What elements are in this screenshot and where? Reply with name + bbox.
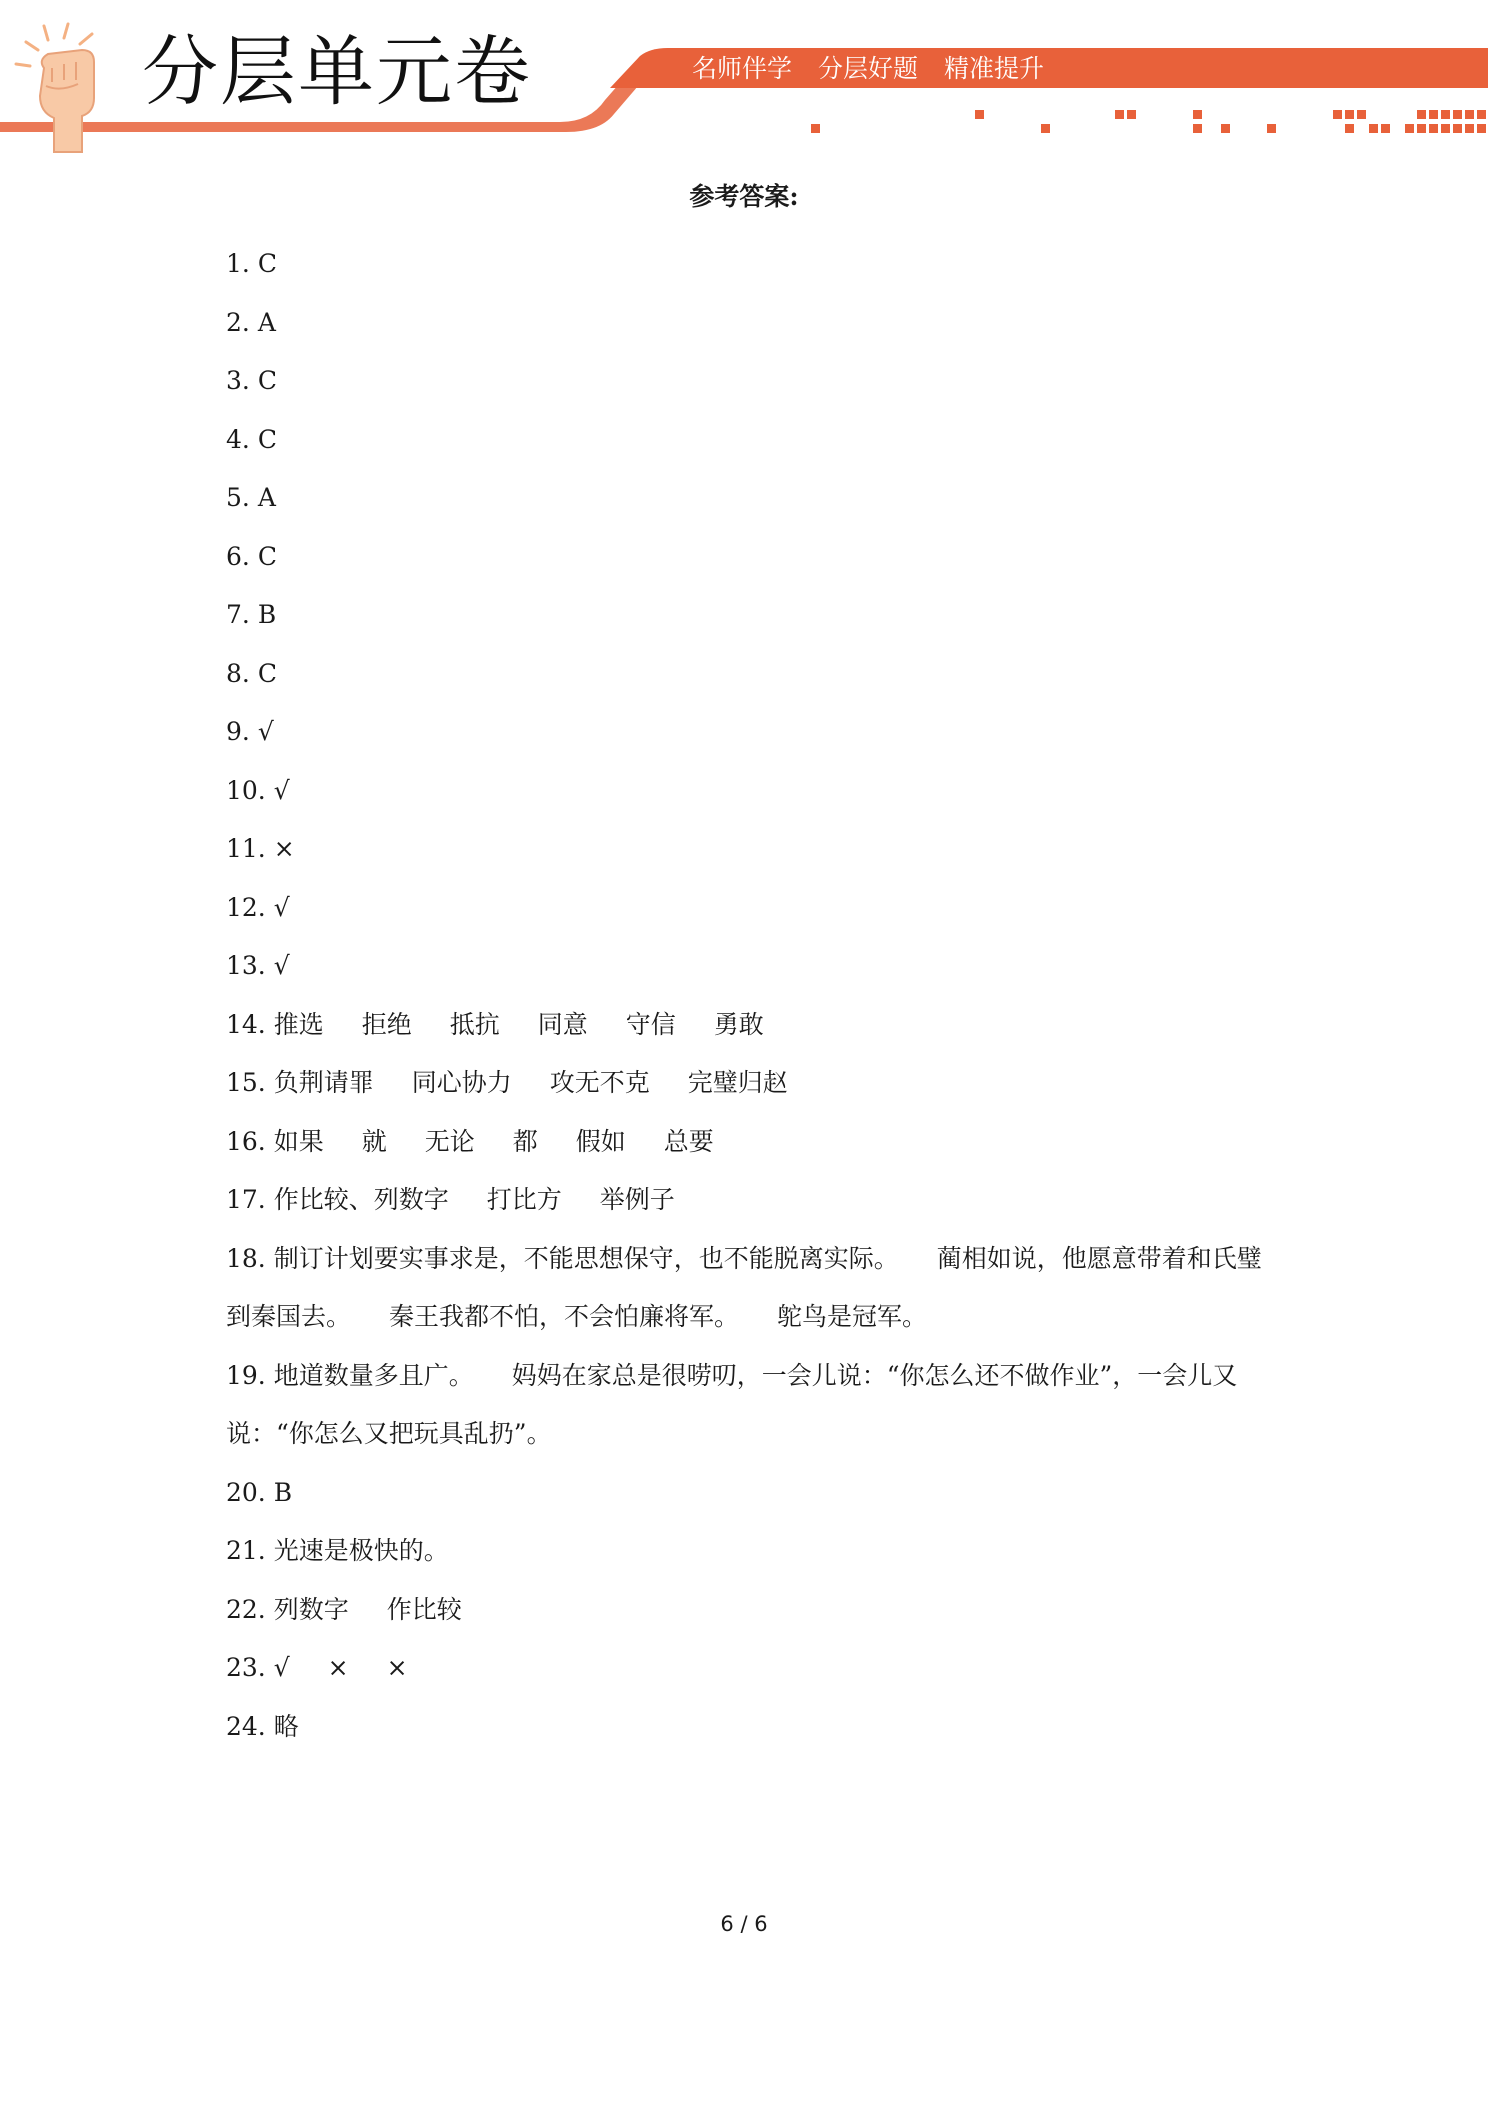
answer-text: C <box>257 249 277 278</box>
answer-text: 负荆请罪 <box>273 1068 374 1097</box>
answer-text: 同心协力 <box>411 1068 512 1097</box>
number-gap <box>266 1712 274 1741</box>
answer-text: 作比较、列数字 <box>273 1185 449 1214</box>
answer-item <box>226 1639 1276 1698</box>
answer-item <box>226 1113 1276 1172</box>
answer-text: 地道数量多且广。 <box>273 1360 474 1390</box>
raised-fist-icon <box>8 20 128 170</box>
answer-item <box>226 352 1276 411</box>
answer-text: × <box>386 1653 408 1682</box>
number-gap <box>250 366 258 395</box>
answer-number: 4. <box>226 424 250 454</box>
answer-text: 鸵鸟是冠军。 <box>777 1302 928 1331</box>
answer-number: 13. <box>226 951 266 980</box>
answer-text: C <box>257 541 277 571</box>
slogan-item: 名师伴学 <box>692 54 793 83</box>
number-gap <box>266 1244 274 1273</box>
page-number: 6 / 6 <box>720 1912 768 1936</box>
answer-number: 10. <box>226 775 266 805</box>
number-gap <box>266 893 274 922</box>
number-gap <box>266 1595 274 1624</box>
number-gap <box>250 483 258 512</box>
document-title: 参考答案: <box>689 182 799 211</box>
answer-text: 列数字 <box>273 1594 349 1624</box>
answer-item <box>226 820 1276 879</box>
answer-item <box>226 1171 1276 1230</box>
answer-item <box>226 762 1276 821</box>
number-gap <box>266 1361 274 1390</box>
answer-number: 11. <box>226 834 266 863</box>
answer-item <box>226 996 1276 1055</box>
number-gap <box>250 542 258 571</box>
answer-list <box>226 235 1276 1756</box>
answer-text: 略 <box>273 1711 299 1741</box>
answer-number: 16. <box>226 1126 266 1156</box>
slogan-item: 分层好题 <box>818 54 919 83</box>
number-gap <box>266 834 274 863</box>
answer-item <box>226 1698 1276 1757</box>
answer-number: 12. <box>226 892 266 922</box>
number-gap <box>266 1536 274 1565</box>
answer-item <box>226 235 1276 294</box>
answer-text: 光速是极快的。 <box>273 1536 449 1565</box>
answer-text: 打比方 <box>486 1185 562 1214</box>
answer-number: 19. <box>226 1360 266 1390</box>
number-gap <box>250 600 258 629</box>
answer-item <box>226 937 1276 996</box>
answer-text: A <box>257 307 276 337</box>
answer-text: 举例子 <box>599 1185 675 1214</box>
answer-item <box>226 1522 1276 1581</box>
answer-number: 9. <box>226 717 250 746</box>
answer-text: √ <box>273 775 290 805</box>
answer-text: × <box>327 1653 349 1682</box>
answer-text: 完璧归赵 <box>687 1068 788 1097</box>
answer-number: 6. <box>226 541 250 571</box>
number-gap <box>250 659 258 688</box>
answer-number: 3. <box>226 366 250 395</box>
answer-text: C <box>257 424 277 454</box>
answer-text: 推选 <box>273 1009 324 1039</box>
answer-text: 总要 <box>663 1126 714 1156</box>
answer-number: 8. <box>226 658 250 688</box>
answer-item <box>226 1581 1276 1640</box>
number-gap <box>250 717 258 746</box>
answer-text: 都 <box>512 1126 538 1156</box>
answer-number: 15. <box>226 1068 266 1097</box>
answer-number: 2. <box>226 307 250 337</box>
answer-text: 就 <box>361 1126 387 1156</box>
answer-number: 24. <box>226 1711 266 1741</box>
answer-text: √ <box>273 892 290 922</box>
slogan-item: 精准提升 <box>944 54 1045 83</box>
answer-item <box>226 703 1276 762</box>
answer-text: 无论 <box>424 1126 475 1156</box>
answer-text: × <box>273 834 295 863</box>
page-header <box>0 0 1488 150</box>
number-gap <box>250 308 258 337</box>
answer-number: 20. <box>226 1477 266 1507</box>
answer-text: 抵抗 <box>449 1009 500 1039</box>
answer-item <box>226 1464 1276 1523</box>
answer-item <box>226 411 1276 470</box>
number-gap <box>266 1653 274 1682</box>
number-gap <box>266 1127 274 1156</box>
number-gap <box>266 1010 274 1039</box>
number-gap <box>266 951 274 980</box>
answer-item <box>226 586 1276 645</box>
answer-number: 14. <box>226 1009 266 1039</box>
answer-text: 作比较 <box>386 1594 462 1624</box>
answer-text: 同意 <box>537 1009 588 1039</box>
header-slogan <box>692 56 1070 81</box>
answer-number: 22. <box>226 1594 266 1624</box>
answer-text: A <box>257 483 276 512</box>
answer-item <box>226 1230 1276 1347</box>
answer-text: √ <box>273 951 290 980</box>
answer-text: 假如 <box>575 1126 626 1156</box>
answer-text: C <box>257 366 277 395</box>
answer-text: 攻无不克 <box>549 1068 650 1097</box>
answer-text: √ <box>273 1653 290 1682</box>
answer-text: B <box>273 1477 293 1507</box>
answer-text: 蔺相如说，他愿意带着和氏璧到秦国去。 <box>226 1243 1262 1331</box>
answer-text: 拒绝 <box>361 1009 412 1039</box>
answer-text: 勇敢 <box>713 1009 764 1039</box>
answer-number: 18. <box>226 1243 266 1273</box>
answer-item <box>226 294 1276 353</box>
answer-text: √ <box>257 717 274 746</box>
answer-text: C <box>257 658 277 688</box>
number-gap <box>266 776 274 805</box>
answer-item <box>226 645 1276 704</box>
answer-number: 1. <box>226 249 250 278</box>
answer-number: 5. <box>226 483 250 512</box>
number-gap <box>266 1478 274 1507</box>
number-gap <box>266 1185 274 1214</box>
brand-title: 分层单元卷 <box>142 27 532 116</box>
answer-item <box>226 528 1276 587</box>
answer-item <box>226 1054 1276 1113</box>
answer-item <box>226 1347 1276 1464</box>
answer-number: 7. <box>226 600 250 629</box>
answer-text: B <box>257 600 277 629</box>
answer-text: 秦王我都不怕，不会怕廉将军。 <box>389 1302 740 1331</box>
answer-text: 妈妈在家总是很唠叨，一会儿说：“你怎么还不做作业”，一会儿又说：“你怎么又把玩具乱扔”。 <box>226 1360 1238 1448</box>
number-gap <box>250 425 258 454</box>
answer-number: 21. <box>226 1536 266 1565</box>
answer-text: 守信 <box>625 1009 676 1039</box>
answer-text: 如果 <box>273 1126 324 1156</box>
number-gap <box>266 1068 274 1097</box>
answer-item <box>226 879 1276 938</box>
number-gap <box>250 249 258 278</box>
answer-text: 制订计划要实事求是，不能思想保守，也不能脱离实际。 <box>273 1243 899 1273</box>
answer-number: 23. <box>226 1653 266 1682</box>
answer-number: 17. <box>226 1185 266 1214</box>
answer-item <box>226 469 1276 528</box>
